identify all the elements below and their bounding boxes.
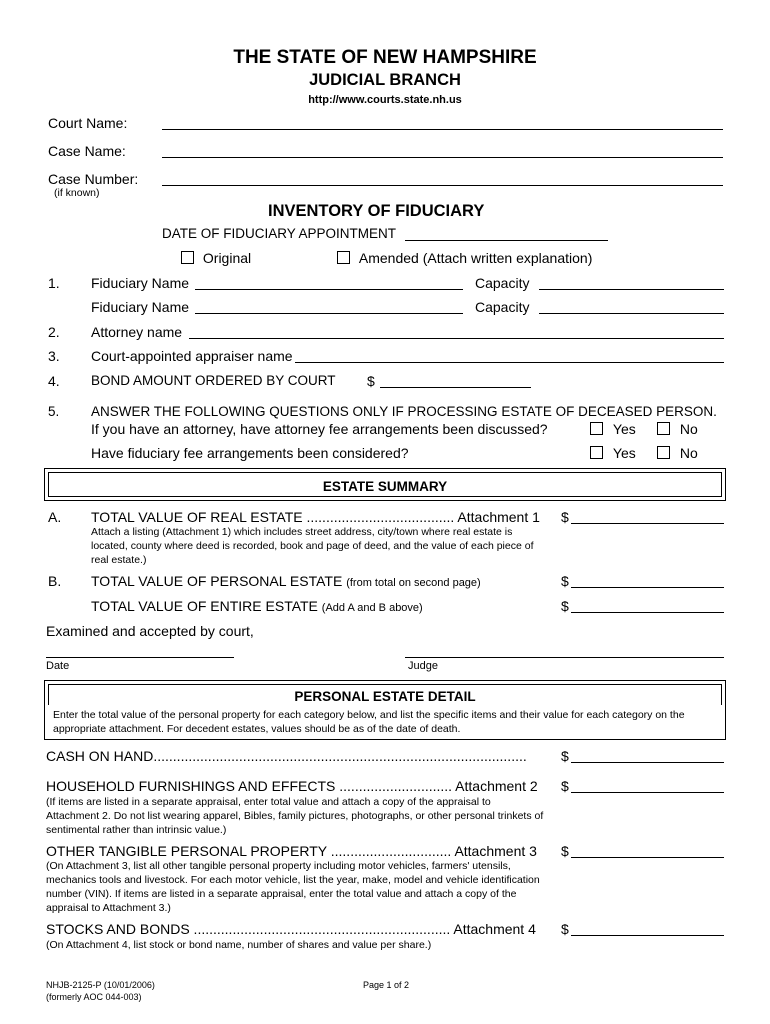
- q5-intro: ANSWER THE FOLLOWING QUESTIONS ONLY IF PROCESSING ESTATE OF DECEASED PERSON.: [91, 404, 717, 419]
- household-note: (If items are listed in a separate appraisal, enter total value and attach a copy of the appraisal to Attachment 2. Do not list wearing apparel, Bibles, family pictures, photographs, or other personal trinkets of sentimental rather than intrinsic value.): [46, 796, 544, 836]
- total-estate-row: [91, 598, 423, 614]
- court-name-field[interactable]: [162, 129, 723, 130]
- examined-text: Examined and accepted by court,: [46, 623, 254, 639]
- amended-option[interactable]: [337, 250, 592, 266]
- amended-label: Amended (Attach written explanation): [358, 250, 593, 266]
- appraiser-label: Court-appointed appraiser name: [91, 348, 293, 364]
- item-number-3: 3.: [48, 348, 60, 364]
- case-number-label: Case Number:: [48, 171, 139, 187]
- q5-attorney-yes-checkbox[interactable]: [590, 422, 603, 435]
- real-estate-note: Attach a listing (Attachment 1) which includes street address, city/town where real estate is located, county where deed is recorded, book and page of deed, and the value of each piece of real estate.): [91, 526, 534, 566]
- q5-attorney-no[interactable]: [657, 421, 698, 437]
- estate-summary-header: [44, 468, 726, 501]
- tangible-label: OTHER TANGIBLE PERSONAL PROPERTY ............................... Attachment 3: [46, 843, 537, 859]
- stocks-dollar: $: [561, 921, 569, 937]
- original-option[interactable]: [181, 250, 251, 266]
- cash-dollar: $: [561, 748, 569, 764]
- real-estate-value-field[interactable]: [571, 523, 724, 524]
- date-signature-line[interactable]: [46, 657, 234, 658]
- attorney-field[interactable]: [189, 338, 724, 339]
- stocks-note: (On Attachment 4, list stock or bond name, number of shares and value per share.): [46, 939, 432, 951]
- personal-estate-instructions: Enter the total value of the personal property for each category below, and list the specific items and their value for each category on the appropriate attachment. For decedent estates, values should be as of the date of death.: [53, 709, 685, 735]
- fiduciary-name-label-2: Fiduciary Name: [91, 299, 190, 315]
- q5-fiduciary-yes[interactable]: [590, 445, 636, 461]
- personal-estate-detail-box: [44, 680, 726, 740]
- form-title: INVENTORY OF FIDUCIARY: [268, 202, 485, 220]
- appointment-date-field[interactable]: [405, 240, 608, 241]
- attorney-label: Attorney name: [91, 324, 183, 340]
- cash-value-field[interactable]: [571, 762, 724, 763]
- household-dollar: $: [561, 778, 569, 794]
- stocks-value-field[interactable]: [571, 935, 724, 936]
- fiduciary-name-label-1: Fiduciary Name: [91, 275, 190, 291]
- fiduciary-name-field-2[interactable]: [195, 313, 463, 314]
- appointment-date-label: DATE OF FIDUCIARY APPOINTMENT: [162, 226, 397, 241]
- q5-fiduciary-no-label: No: [679, 445, 698, 461]
- page-number: Page 1 of 2: [363, 980, 410, 990]
- total-estate-value-field[interactable]: [571, 612, 724, 613]
- q5-fiduciary-question: Have fiduciary fee arrangements been considered?: [91, 445, 409, 461]
- case-name-field[interactable]: [162, 157, 723, 158]
- judge-signature-line[interactable]: [405, 657, 724, 658]
- tangible-dollar: $: [561, 843, 569, 859]
- household-value-field[interactable]: [571, 792, 724, 793]
- q5-attorney-no-label: No: [679, 421, 698, 437]
- capacity-label-2: Capacity: [475, 299, 530, 315]
- q5-fiduciary-yes-label: Yes: [612, 445, 636, 461]
- estate-summary-title: ESTATE SUMMARY: [322, 479, 448, 494]
- fiduciary-name-field-1[interactable]: [195, 289, 463, 290]
- judge-label: Judge: [408, 660, 438, 672]
- real-estate-dollar: $: [561, 509, 569, 525]
- capacity-label-1: Capacity: [475, 275, 530, 291]
- item-number-1: 1.: [48, 275, 60, 291]
- household-label: HOUSEHOLD FURNISHINGS AND EFFECTS ............................. Attachment 2: [46, 778, 538, 794]
- court-name-label: Court Name:: [48, 115, 128, 131]
- item-letter-a: A.: [48, 509, 62, 525]
- real-estate-label: TOTAL VALUE OF REAL ESTATE ...................................... Attachment 1: [91, 509, 540, 525]
- tangible-note: (On Attachment 3, list all other tangible personal property including motor vehicles, farmers' utensils, mechanics tools and livestock. For each motor vehicle, list the year, make, model and vehicle identification number (VIN). If items are listed in a separate appraisal, enter the total value and attach a copy of the appraisal to Attachment 3.): [46, 860, 540, 914]
- tangible-value-field[interactable]: [571, 857, 724, 858]
- appraiser-field[interactable]: [295, 362, 724, 363]
- item-number-2: 2.: [48, 324, 60, 340]
- personal-estate-note: (from total on second page): [346, 577, 481, 589]
- case-number-note: (if known): [54, 187, 100, 199]
- q5-attorney-no-checkbox[interactable]: [657, 422, 670, 435]
- q5-attorney-yes-label: Yes: [612, 421, 636, 437]
- q5-fiduciary-no[interactable]: [657, 445, 698, 461]
- q5-attorney-question: If you have an attorney, have attorney fee arrangements been discussed?: [91, 421, 548, 437]
- amended-checkbox[interactable]: [337, 251, 350, 264]
- personal-estate-detail-title: PERSONAL ESTATE DETAIL: [294, 689, 476, 704]
- original-label: Original: [202, 250, 252, 266]
- capacity-field-1[interactable]: [539, 289, 724, 290]
- original-checkbox[interactable]: [181, 251, 194, 264]
- cash-label: CASH ON HAND................................................................................................: [46, 748, 527, 764]
- item-letter-b: [48, 573, 61, 589]
- stocks-label: STOCKS AND BONDS .................................................................. Attachment 4: [46, 921, 536, 937]
- personal-estate-dollar: $: [561, 573, 569, 589]
- bond-amount-field[interactable]: [380, 387, 531, 388]
- personal-estate-label: TOTAL VALUE OF PERSONAL ESTATE: [91, 573, 343, 589]
- case-number-field[interactable]: [162, 185, 723, 186]
- item-number-4: 4.: [48, 373, 60, 389]
- item-number-5: 5.: [48, 404, 60, 419]
- personal-estate-row: [91, 573, 481, 589]
- formerly-id: (formerly AOC 044-003): [46, 992, 142, 1002]
- item-letter-b-text: B.: [48, 573, 62, 589]
- q5-fiduciary-no-checkbox[interactable]: [657, 446, 670, 459]
- q5-attorney-yes[interactable]: [590, 421, 636, 437]
- bond-label: BOND AMOUNT ORDERED BY COURT: [91, 373, 336, 388]
- state-title: THE STATE OF NEW HAMPSHIRE: [233, 47, 537, 68]
- total-estate-label: TOTAL VALUE OF ENTIRE ESTATE: [91, 598, 318, 614]
- form-id: NHJB-2125-P (10/01/2006): [46, 980, 155, 990]
- total-estate-note: (Add A and B above): [321, 602, 423, 614]
- date-label: Date: [46, 660, 70, 672]
- q5-fiduciary-yes-checkbox[interactable]: [590, 446, 603, 459]
- total-estate-dollar: $: [561, 598, 569, 614]
- branch-title: JUDICIAL BRANCH: [309, 71, 461, 89]
- personal-estate-value-field[interactable]: [571, 587, 724, 588]
- capacity-field-2[interactable]: [539, 313, 724, 314]
- court-url: http://www.courts.state.nh.us: [308, 94, 462, 106]
- case-name-label: Case Name:: [48, 143, 126, 159]
- bond-dollar-sign: $: [367, 373, 375, 389]
